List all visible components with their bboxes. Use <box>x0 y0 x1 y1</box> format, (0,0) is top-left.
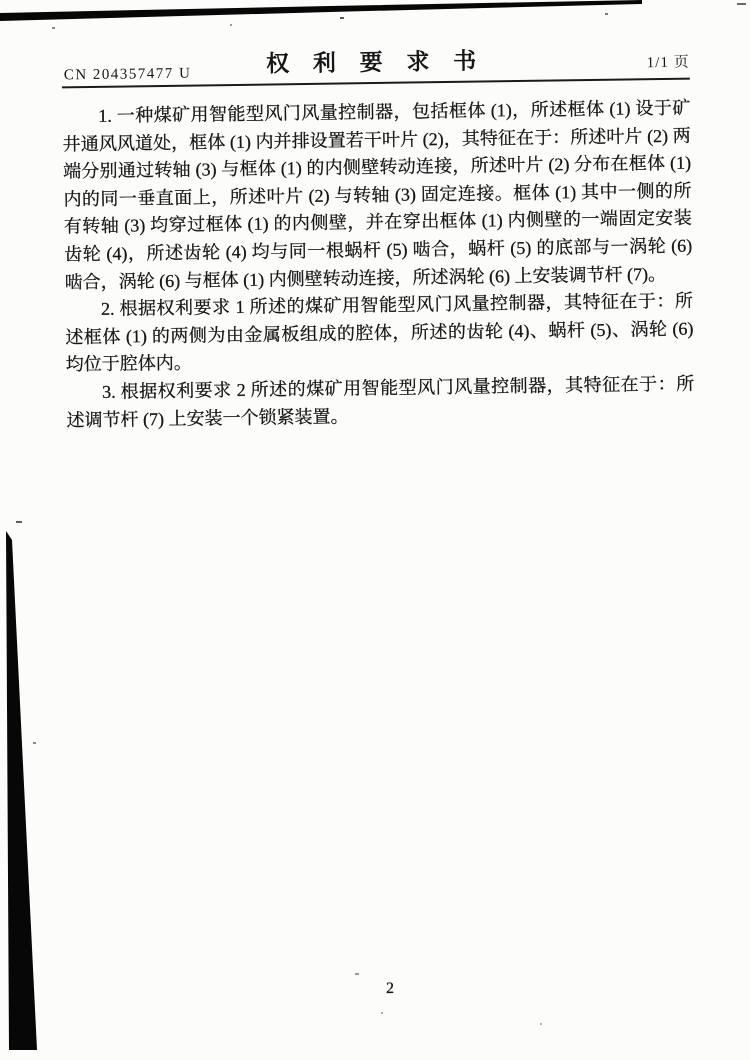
document-number: CN 204357477 U <box>63 65 192 84</box>
scan-speck <box>16 521 22 523</box>
scan-speck <box>355 973 359 975</box>
scan-speck <box>540 1023 542 1025</box>
scan-artifact-left-edge <box>6 531 37 1050</box>
claim-1: 1. 一种煤矿用智能型风门风量控制器，包括框体 (1)，所述框体 (1) 设于矿井通风风道处，框体 (1) 内并排设置若干叶片 (2)，其特征在于：所述叶片 (2) 两端分别通过转轴 (3) 与框体 (1) 的内侧壁转动连接，所述叶片 (2) 分布在框体 (1) 内的同一垂直面上，所述叶片 (2) 与转轴 (3) 固定连接。框体 (1) 其中一侧的所有转轴 (3) 均穿过框体 (1) 的内侧壁，并在穿出框体 (1) 内侧壁的一端固定安装齿轮 (4)，所述齿轮 (4) 均与同一根蜗杆 (5) 啮合，蜗杆 (5) 的底部与一涡轮 (6) 啮合，涡轮 (6) 与框体 (1) 内侧壁转动连接，所述涡轮 (6) 上安装调节杆 (7)。 <box>62 97 693 292</box>
claims-body <box>62 95 695 435</box>
page-title: 权 利 要 求 书 <box>265 48 486 77</box>
page-number: 2 <box>386 980 394 997</box>
page-indicator: 1/1 页 <box>646 54 690 72</box>
scan-speck <box>52 27 55 29</box>
scan-speck <box>340 17 344 19</box>
scan-artifact-top-edge <box>0 0 642 21</box>
scan-speck <box>737 3 746 5</box>
scan-speck <box>230 24 232 26</box>
page-content <box>61 46 694 435</box>
scan-speck <box>605 13 608 15</box>
claim-3: 3. 根据权利要求 2 所述的煤矿用智能型风门风量控制器，其特征在于：所述调节杆 (7) 上安装一个锁紧装置。 <box>66 373 695 430</box>
scan-speck <box>33 742 36 744</box>
claim-2: 2. 根据权利要求 1 所述的煤矿用智能型风门风量控制器，其特征在于：所述框体 (1) 的两侧为由金属板组成的腔体，所述的齿轮 (4)、蜗杆 (5)、涡轮 (6) 均位于腔体内。 <box>65 290 694 375</box>
scan-speck <box>381 1012 383 1014</box>
